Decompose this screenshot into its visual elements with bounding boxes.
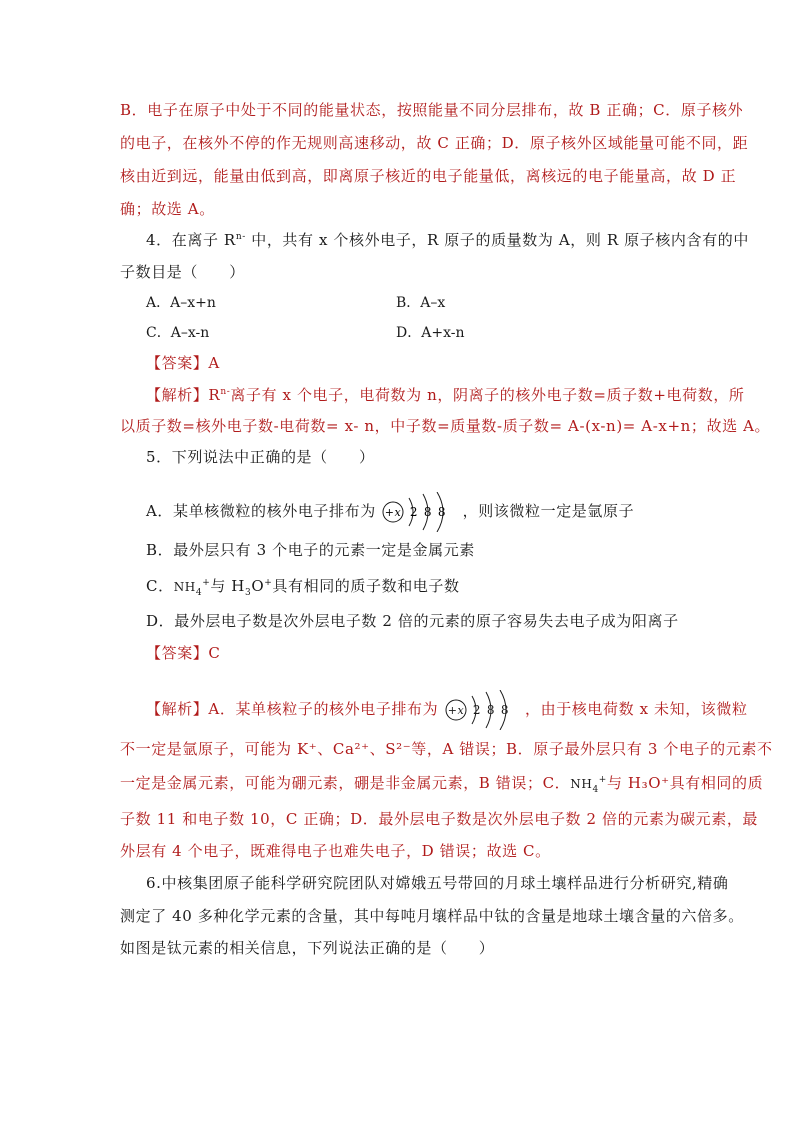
q4-answer: 【答案】A xyxy=(146,354,220,372)
q4-analysis-sup: n- xyxy=(220,387,231,397)
q5-analysis-3-pre: 一定是金属元素，可能为硼元素，硼是非金属元素，B 错误；C． xyxy=(120,774,571,792)
q5-analysis-3-post: 与 H₃O⁺具有相同的质 xyxy=(606,774,764,792)
q5-option-c xyxy=(146,576,460,597)
shell-2-count-2: 8 xyxy=(486,703,495,717)
q5-option-c-sup2: + xyxy=(264,578,273,588)
q5-analysis-line-2: 不一定是氩原子，可能为 K⁺、Ca²⁺、S²⁻等，A 错误；B．原子最外层只有 3 个电子的元素不 xyxy=(120,740,773,758)
q5-option-c-o: O xyxy=(251,577,265,595)
q5-option-a xyxy=(146,492,634,532)
q6-stem-line-2: 测定了 40 多种化学元素的含量，其中每吨月壤样品中钛的含量是地球土壤含量的六倍多。 xyxy=(120,907,744,925)
q5-option-c-ion: NH xyxy=(173,580,196,594)
q4-analysis-tag: 【解析】 xyxy=(146,386,209,404)
shell-1-count-2: 2 xyxy=(472,703,481,717)
q5-analysis-tag: 【解析】 xyxy=(146,700,209,718)
shell-3-count-2: 8 xyxy=(500,703,509,717)
q5-option-c-mid: 与 H xyxy=(210,577,245,595)
q5-analysis-line-1 xyxy=(146,690,748,730)
shell-center-label: +x xyxy=(384,506,402,519)
q6-stem-line-3: 如图是钛元素的相关信息，下列说法正确的是（ ） xyxy=(120,939,495,957)
shell-1-count: 2 xyxy=(410,505,419,519)
q5-analysis-3-ion: NH xyxy=(570,777,593,791)
q5-analysis-line-5: 外层有 4 个电子，既难得电子也难失电子，D 错误；故选 C。 xyxy=(120,842,551,860)
q5-option-c-sub2: 3 xyxy=(245,588,252,598)
shell-center-label-2: +x xyxy=(447,704,464,717)
q4-analysis-r: R xyxy=(208,386,221,404)
q5-answer: 【答案】C xyxy=(146,644,221,662)
q4-analysis-line-1 xyxy=(146,385,745,405)
q5-analysis-pre: A．某单核粒子的核外电子排布为 xyxy=(208,700,439,718)
q5-option-c-post: 具有相同的质子数和电子数 xyxy=(272,577,460,595)
q5-option-a-pre: A．某单核微粒的核外电子排布为 xyxy=(146,502,376,520)
prev-analysis-line-3: 核由近到远，能量由低到高，即离原子核近的电子能量低，离核远的电子能量高，故 D 正 xyxy=(120,167,737,185)
electron-shell-diagram-analysis xyxy=(444,690,520,730)
q5-option-c-sup: + xyxy=(202,578,211,588)
shell-2-count: 8 xyxy=(424,505,433,519)
q5-option-b: B．最外层只有 3 个电子的元素一定是金属元素 xyxy=(146,541,475,559)
q6-stem-line-1: 6.中核集团原子能科学研究院团队对嫦娥五号带回的月球土壤样品进行分析研究,精确 xyxy=(146,874,729,892)
q4-option-c: C．A–x-n xyxy=(146,325,210,341)
prev-analysis-line-2: 的电子，在核外不停的作无规则高速移动，故 C 正确；D．原子核外区域能量可能不同，距 xyxy=(120,134,749,152)
q4-option-a: A．A–x+n xyxy=(146,295,216,311)
q5-analysis-post: ，由于核电荷数 x 未知，该微粒 xyxy=(525,700,748,718)
q4-option-d: D．A+x-n xyxy=(396,325,465,341)
q4-option-b: B．A–x xyxy=(396,295,446,311)
q5-option-a-post: ，则该微粒一定是氩原子 xyxy=(462,502,635,520)
q5-option-c-pre: C． xyxy=(146,577,174,595)
q5-stem: 5．下列说法中正确的是（ ） xyxy=(146,448,375,466)
shell-3-count: 8 xyxy=(438,505,447,519)
q4-stem-a: 4．在离子 R xyxy=(146,231,236,249)
q5-analysis-line-4: 子数 11 和电子数 10，C 正确；D．最外层电子数是次外层电子数 2 倍的元素为碳元素，最 xyxy=(120,810,759,828)
q5-analysis-3-sup: + xyxy=(598,775,607,785)
q4-analysis-line-2: 以质子数=核外电子数-电荷数= x- n，中子数=质量数-质子数= A-(x-n)= A-x+n；故选 A。 xyxy=(120,417,771,435)
prev-analysis-line-4: 确；故选 A。 xyxy=(120,200,215,218)
q4-analysis-text-1: 离子有 x 个电子，电荷数为 n，阴离子的核外电子数=质子数+电荷数，所 xyxy=(230,386,745,404)
q4-stem-b: 中，共有 x 个核外电子，R 原子的质量数为 A，则 R 原子核内含有的中 xyxy=(245,231,749,249)
q4-stem-sup: n- xyxy=(235,232,246,242)
q4-stem-line-2: 子数目是（ ） xyxy=(120,263,245,281)
q5-option-d: D．最外层电子数是次外层电子数 2 倍的元素的原子容易失去电子成为阳离子 xyxy=(146,612,679,630)
q4-stem-line-1 xyxy=(146,230,749,250)
q5-analysis-line-3 xyxy=(120,773,763,794)
prev-analysis-line-1: B．电子在原子中处于不同的能量状态，按照能量不同分层排布，故 B 正确；C．原子核外 xyxy=(120,101,744,119)
q5-option-c-sub: 4 xyxy=(195,588,203,598)
q5-analysis-3-sub: 4 xyxy=(592,785,599,795)
electron-shell-diagram xyxy=(381,492,457,532)
